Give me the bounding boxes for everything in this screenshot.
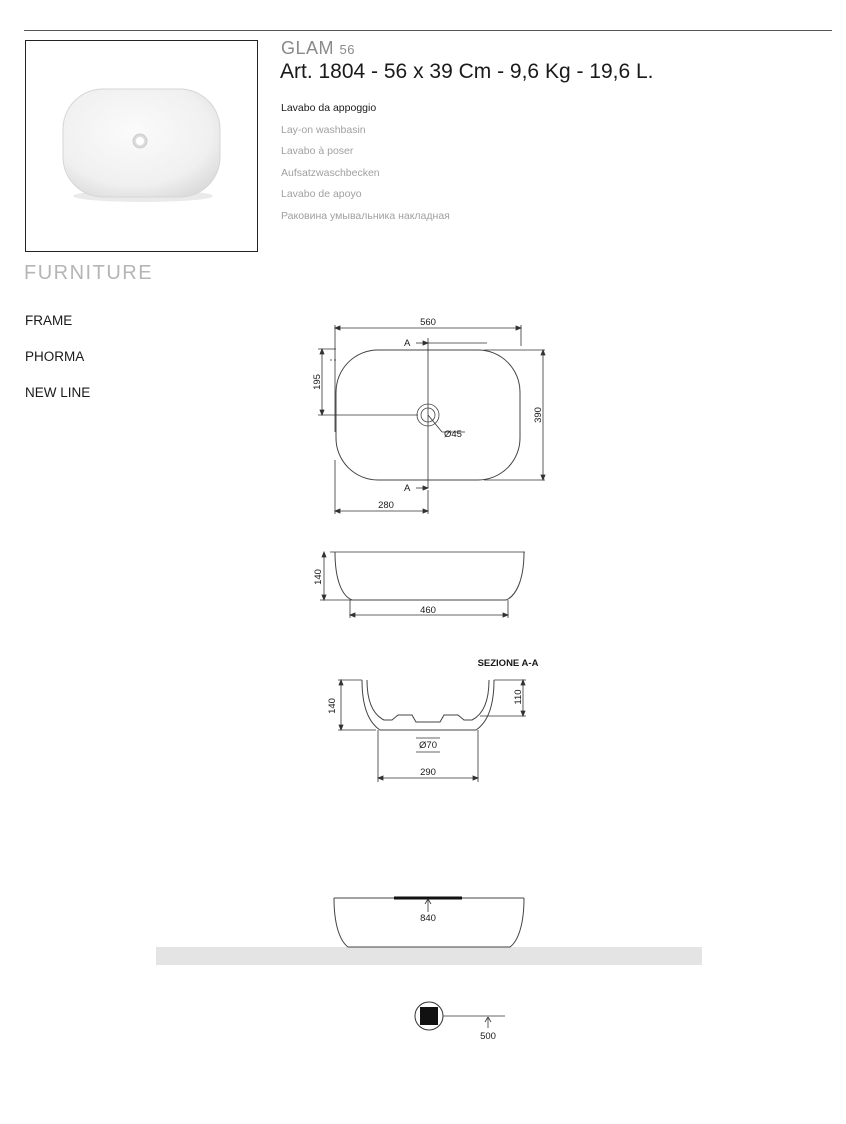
dim-counter-height: 840 <box>420 913 436 924</box>
dim-width: 560 <box>420 317 436 328</box>
dim-half-width: 280 <box>378 500 394 511</box>
plan-view <box>415 1002 505 1042</box>
dim-outlet-offset: 500 <box>480 1031 496 1042</box>
dim-waste-diameter: Ø70 <box>419 740 437 751</box>
series-size: 56 <box>339 42 355 57</box>
description-en: Lay-on washbasin <box>281 123 366 136</box>
description-it: Lavabo da appoggio <box>281 102 377 114</box>
description-fr: Lavabo à poser <box>281 145 354 157</box>
menu-item-new-line[interactable]: NEW LINE <box>25 385 91 400</box>
dim-inner-depth: 110 <box>513 689 524 705</box>
install-view <box>156 898 702 965</box>
series-name: GLAM <box>281 38 335 58</box>
dim-height: 140 <box>313 569 324 585</box>
furniture-heading: FURNITURE <box>24 262 154 284</box>
section-marker-bottom: A <box>404 483 411 494</box>
dim-base-width: 460 <box>420 605 436 616</box>
dim-depth: 390 <box>533 407 544 423</box>
dim-drain-offset: 195 <box>312 374 323 390</box>
side-view-labels <box>313 569 436 616</box>
dim-drain-diameter: Ø45 <box>444 429 462 440</box>
article-spec: Art. 1804 - 56 x 39 Cm - 9,6 Kg - 19,6 L. <box>280 60 654 83</box>
description-de: Aufsatzwaschbecken <box>281 166 380 179</box>
dim-section-base: 290 <box>420 767 436 778</box>
top-view <box>318 325 545 514</box>
dim-section-height: 140 <box>327 698 338 714</box>
section-view-labels <box>327 658 539 778</box>
section-marker-top: A <box>404 338 411 349</box>
menu-item-frame[interactable]: FRAME <box>25 313 73 328</box>
description-es: Lavabo de apoyo <box>281 188 362 200</box>
menu-item-phorma[interactable]: PHORMA <box>25 349 85 364</box>
description-ru: Раковина умывальника накладная <box>281 209 450 222</box>
section-title: SEZIONE A-A <box>477 658 539 669</box>
